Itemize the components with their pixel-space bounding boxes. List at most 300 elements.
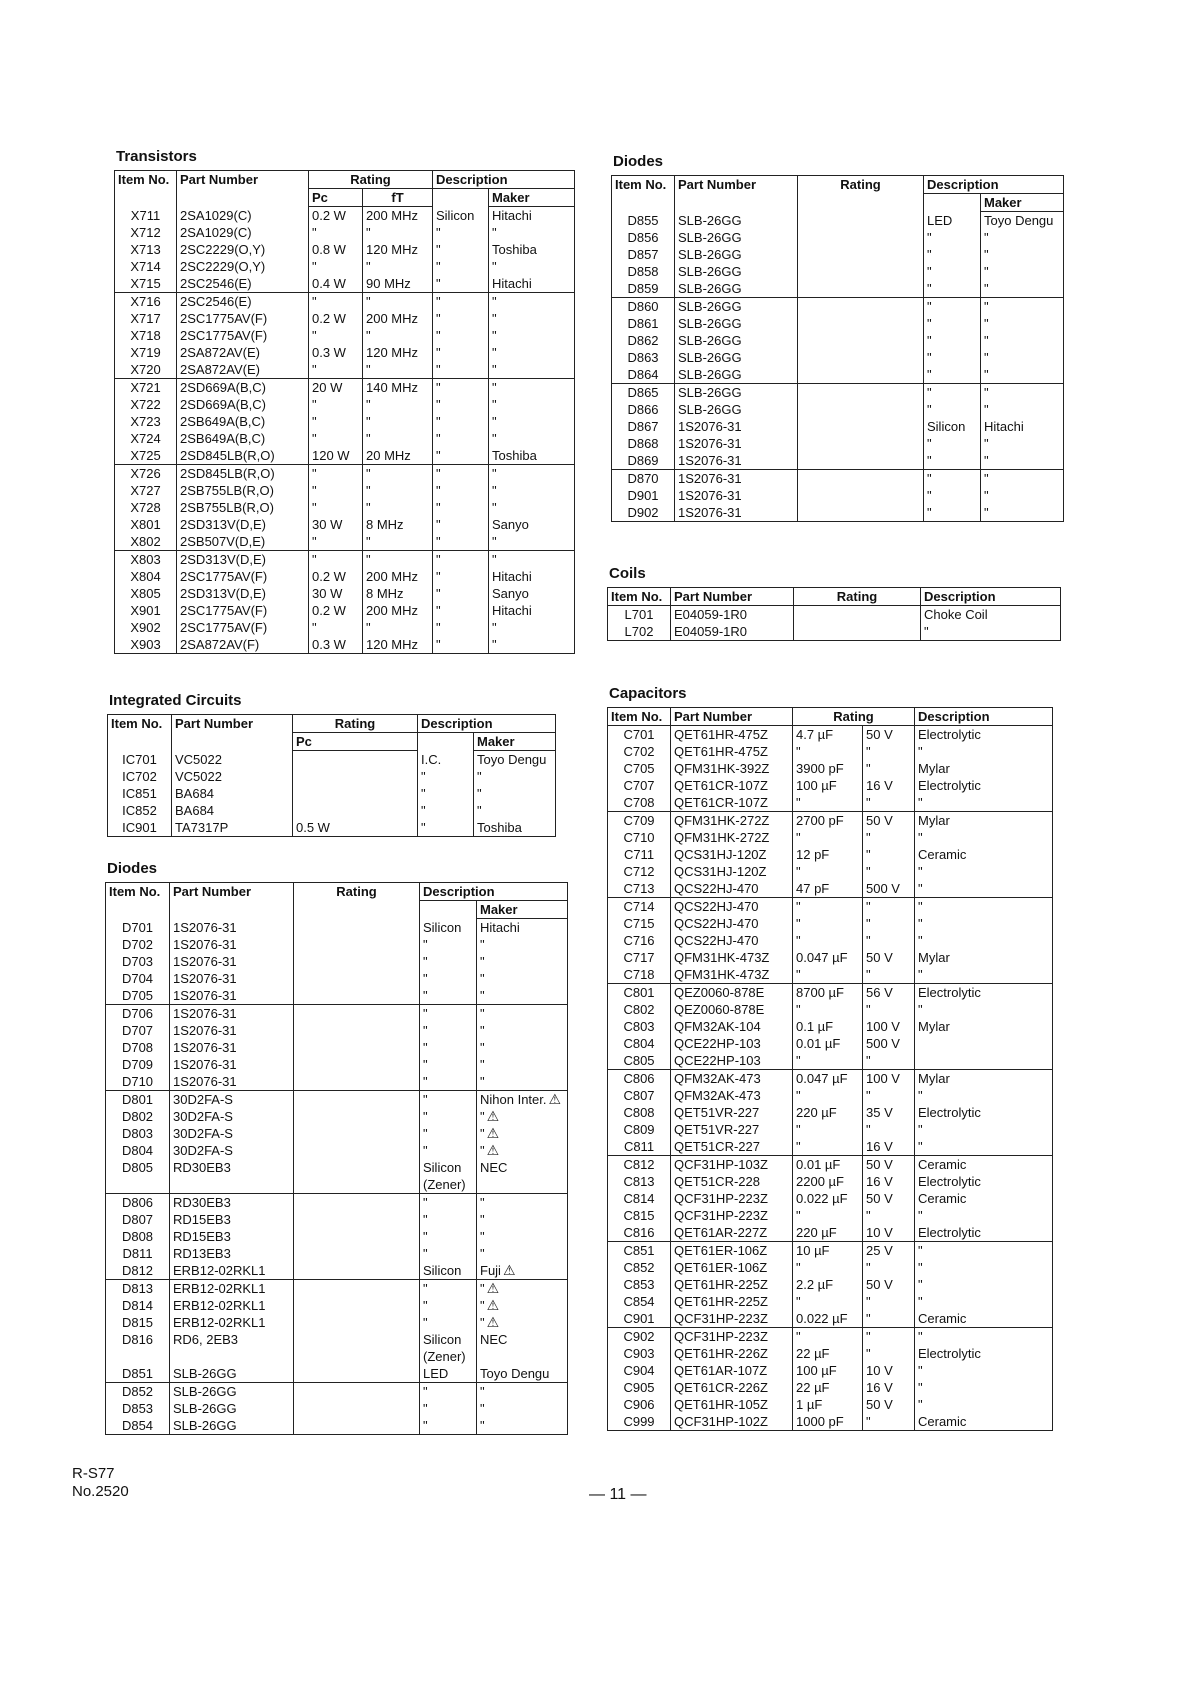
- voltage-cell: ": [866, 1414, 871, 1429]
- item-no-cell: D702: [121, 937, 154, 952]
- description-cell: ": [436, 276, 441, 291]
- part-number-cell: 2SC1775AV(F): [180, 328, 268, 343]
- pc-rating-cell: ": [312, 534, 317, 549]
- table-row: [608, 829, 1053, 846]
- table-row: [612, 246, 1064, 263]
- maker-cell: ": [480, 954, 485, 969]
- voltage-cell: 500 V: [866, 1036, 900, 1051]
- item-no-cell: IC701: [122, 751, 157, 767]
- table-row: [115, 602, 575, 619]
- header-part-number: Part Number: [170, 883, 294, 901]
- part-number-cell: QET61HR-225Z: [674, 1294, 768, 1309]
- table-row: [106, 1245, 568, 1262]
- part-number-cell: 1S2076-31: [678, 453, 742, 468]
- capacitance-cell: 0.1 µF: [796, 1019, 834, 1034]
- safety-warning-icon: ⚠: [548, 1091, 562, 1107]
- part-number-cell: 1S2076-31: [678, 505, 742, 520]
- description-cell: ": [918, 899, 923, 914]
- part-number-cell: SLB-26GG: [678, 402, 742, 417]
- description-cell: ": [927, 281, 932, 296]
- part-number-cell: BA684: [175, 803, 215, 818]
- item-no-cell: C903: [623, 1346, 655, 1361]
- maker-cell: ": [480, 1195, 485, 1210]
- table-row: [608, 1104, 1053, 1121]
- table-row: [106, 1280, 568, 1298]
- description-cell: I.C.: [421, 751, 442, 767]
- part-number-cell: 1S2076-31: [678, 488, 742, 503]
- item-no-cell: X716: [130, 294, 161, 309]
- item-no-cell: X712: [130, 225, 161, 240]
- part-number-cell: QET61HR-105Z: [674, 1397, 768, 1412]
- item-no-cell: D863: [627, 350, 659, 365]
- part-number-cell: QFM31HK-392Z: [674, 761, 770, 776]
- item-no-cell: X728: [130, 500, 161, 515]
- table-row: [608, 726, 1053, 744]
- voltage-cell: 50 V: [866, 1191, 893, 1206]
- part-number-cell: SLB-26GG: [173, 1401, 237, 1416]
- description-cell: ": [421, 803, 426, 818]
- ft-rating-cell: ": [366, 259, 371, 274]
- description-cell: Electrolytic: [918, 1174, 981, 1189]
- voltage-cell: 50 V: [866, 727, 893, 742]
- pc-rating-cell: ": [312, 225, 317, 240]
- description-cell: ": [918, 1243, 923, 1258]
- pc-rating-cell: 30 W: [312, 517, 343, 532]
- diodes-right-section: [611, 153, 1064, 522]
- table-row: [106, 1125, 568, 1142]
- voltage-cell: ": [866, 933, 871, 948]
- table-row: [106, 919, 568, 937]
- header-item-no: Item No.: [612, 176, 675, 194]
- description-cell: ": [423, 1109, 428, 1124]
- maker-cell: ": [480, 1418, 485, 1433]
- description-cell: ": [918, 795, 923, 810]
- description-cell: ": [436, 569, 441, 584]
- part-number-cell: 2SA1029(C): [180, 207, 252, 223]
- description-cell: ": [918, 967, 923, 982]
- table-row: [612, 452, 1064, 470]
- part-number-cell: VC5022: [175, 769, 222, 784]
- maker-cell: ": [492, 259, 497, 274]
- maker-cell: ": [480, 1281, 485, 1296]
- maker-cell: Toshiba: [492, 242, 537, 257]
- maker-cell: NEC: [480, 1160, 508, 1175]
- description-cell: Electrolytic: [918, 778, 981, 793]
- voltage-cell: 500 V: [866, 881, 900, 896]
- table-row: [106, 1228, 568, 1245]
- part-number-cell: QET61CR-107Z: [674, 795, 768, 810]
- item-no-cell: C901: [623, 1311, 655, 1326]
- part-number-cell: QET61ER-106Z: [674, 1260, 768, 1275]
- header-part-number: Part Number: [172, 715, 293, 733]
- table-row: [106, 1108, 568, 1125]
- table-row: [612, 435, 1064, 452]
- table-row: [115, 275, 575, 293]
- table-row: [612, 487, 1064, 504]
- part-number-cell: QET61CR-226Z: [674, 1380, 768, 1395]
- description-cell: Silicon: [423, 1160, 462, 1175]
- pc-rating-cell: 0.8 W: [312, 242, 346, 257]
- maker-cell: ": [492, 397, 497, 412]
- item-no-cell: D815: [121, 1315, 154, 1330]
- maker-cell: ": [984, 264, 989, 279]
- voltage-cell: 25 V: [866, 1243, 893, 1258]
- maker-cell: ": [480, 1040, 485, 1055]
- capacitance-cell: ": [796, 1260, 801, 1275]
- header-rating: Rating: [794, 588, 921, 606]
- table-row: [115, 241, 575, 258]
- part-number-cell: 2SB507V(D,E): [180, 534, 266, 549]
- table-row: [612, 470, 1064, 488]
- maker-cell: ": [492, 345, 497, 360]
- item-no-cell: D866: [627, 402, 659, 417]
- part-number-cell: RD6, 2EB3: [173, 1332, 239, 1347]
- part-number-cell: ERB12-02RKL1: [173, 1298, 266, 1313]
- voltage-cell: ": [866, 1329, 871, 1344]
- description-cell: ": [927, 436, 932, 451]
- item-no-cell: C808: [623, 1105, 655, 1120]
- table-row: [106, 1262, 568, 1280]
- ft-rating-cell: ": [366, 414, 371, 429]
- coils-title: Coils: [609, 565, 646, 582]
- header-item-no: Item No.: [106, 883, 170, 901]
- part-number-cell: SLB-26GG: [678, 212, 742, 228]
- voltage-cell: 16 V: [866, 1174, 893, 1189]
- voltage-cell: ": [866, 1208, 871, 1223]
- table-row: [612, 263, 1064, 280]
- capacitance-cell: ": [796, 1002, 801, 1017]
- capacitance-cell: 22 µF: [796, 1380, 830, 1395]
- part-number-cell: 1S2076-31: [678, 419, 742, 434]
- description-cell: Mylar: [918, 1019, 950, 1034]
- description-cell: ": [423, 1229, 428, 1244]
- description-cell: ": [927, 333, 932, 348]
- header-part-number: Part Number: [675, 176, 798, 194]
- table-row: [608, 932, 1053, 949]
- item-no-cell: C804: [623, 1036, 655, 1051]
- part-number-cell: RD30EB3: [173, 1195, 231, 1210]
- description-cell: ": [918, 1277, 923, 1292]
- description-cell: ": [927, 488, 932, 503]
- item-no-cell: C853: [623, 1277, 655, 1292]
- voltage-cell: ": [866, 830, 871, 845]
- description-cell: ": [436, 620, 441, 635]
- ft-rating-cell: 20 MHz: [366, 448, 411, 463]
- item-no-cell: X715: [130, 276, 161, 291]
- capacitance-cell: ": [796, 1139, 801, 1154]
- part-number-cell: QET61AR-107Z: [674, 1363, 768, 1378]
- header-maker: Maker: [981, 194, 1064, 212]
- voltage-cell: 100 V: [866, 1019, 900, 1034]
- part-number-cell: 1S2076-31: [173, 937, 237, 952]
- table-row: [106, 1142, 568, 1159]
- description-cell: ": [436, 448, 441, 463]
- table-row: [115, 447, 575, 465]
- table-row: [115, 482, 575, 499]
- item-no-cell: X902: [130, 620, 161, 635]
- table-row: [106, 1073, 568, 1091]
- table-row: [115, 551, 575, 569]
- maker-cell: ": [477, 803, 482, 818]
- part-number-cell: SLB-26GG: [678, 247, 742, 262]
- part-number-cell: 1S2076-31: [173, 971, 237, 986]
- maker-cell: ": [480, 971, 485, 986]
- description-cell: ": [436, 466, 441, 481]
- capacitance-cell: ": [796, 1294, 801, 1309]
- capacitance-cell: 0.047 µF: [796, 950, 848, 965]
- ft-rating-cell: ": [366, 225, 371, 240]
- description-cell: Ceramic: [918, 1191, 967, 1206]
- description-cell: ": [423, 988, 428, 1003]
- item-no-cell: D868: [627, 436, 659, 451]
- item-no-cell: D867: [627, 419, 659, 434]
- table-row: [608, 606, 1061, 624]
- part-number-cell: SLB-26GG: [678, 264, 742, 279]
- description-cell: Electrolytic: [918, 1346, 981, 1361]
- capacitors-table: [607, 707, 1053, 1431]
- item-no-cell: D707: [121, 1023, 154, 1038]
- item-no-cell: L701: [624, 607, 654, 622]
- item-no-cell: X805: [130, 586, 161, 601]
- maker-cell: ": [480, 1212, 485, 1227]
- maker-cell: ": [480, 1109, 485, 1124]
- capacitance-cell: 12 pF: [796, 847, 830, 862]
- description-cell: LED: [927, 212, 953, 228]
- table-row: [612, 332, 1064, 349]
- capacitors-section: [607, 685, 1053, 1431]
- item-no-cell: D870: [627, 471, 659, 486]
- ft-rating-cell: ": [366, 397, 371, 412]
- ft-rating-cell: 120 MHz: [366, 637, 419, 652]
- header-description: Description: [420, 883, 568, 901]
- ft-rating-cell: 200 MHz: [366, 208, 419, 223]
- table-row: [612, 229, 1064, 246]
- description-cell: ": [436, 225, 441, 240]
- part-number-cell: QET61HR-475Z: [674, 744, 768, 759]
- diodes-left-table: [105, 882, 568, 1435]
- maker-cell: ": [984, 333, 989, 348]
- description-cell: ": [423, 1126, 428, 1141]
- ft-rating-cell: ": [366, 552, 371, 567]
- table-row: [608, 1018, 1053, 1035]
- part-number-cell: QET51CR-228: [674, 1174, 760, 1189]
- table-row: [106, 1383, 568, 1401]
- document-code: R-S77: [72, 1465, 115, 1482]
- table-row: [612, 384, 1064, 402]
- item-no-cell: D804: [121, 1143, 154, 1158]
- item-no-cell: D853: [121, 1401, 154, 1416]
- description-cell: ": [436, 552, 441, 567]
- maker-cell: ": [492, 534, 497, 549]
- item-no-cell: C709: [623, 813, 655, 828]
- table-row: [106, 1159, 568, 1176]
- item-no-cell: X711: [130, 207, 161, 223]
- part-number-cell: QCS22HJ-470: [674, 881, 759, 896]
- description-cell: ": [423, 971, 428, 986]
- description-cell: ": [918, 830, 923, 845]
- item-no-cell: D859: [627, 281, 659, 296]
- item-no-cell: X713: [130, 242, 161, 257]
- item-no-cell: C705: [623, 761, 655, 776]
- table-row: [608, 1052, 1053, 1070]
- voltage-cell: ": [866, 761, 871, 776]
- part-number-cell: 30D2FA-S: [173, 1109, 233, 1124]
- description-cell: ": [918, 1088, 923, 1103]
- item-no-cell: D858: [627, 264, 659, 279]
- item-no-cell: X726: [130, 466, 161, 481]
- capacitance-cell: 47 pF: [796, 881, 830, 896]
- transistors-title: Transistors: [116, 148, 197, 165]
- part-number-cell: 2SD313V(D,E): [180, 552, 266, 567]
- pc-rating-cell: 120 W: [312, 448, 350, 463]
- description-cell: ": [436, 414, 441, 429]
- part-number-cell: QFM32AK-473: [674, 1088, 761, 1103]
- safety-warning-icon: ⚠: [502, 1262, 516, 1278]
- description-cell: ": [927, 350, 932, 365]
- item-no-cell: D902: [627, 505, 659, 520]
- part-number-cell: 2SB755LB(R,O): [180, 483, 274, 498]
- voltage-cell: ": [866, 967, 871, 982]
- table-row: [612, 401, 1064, 418]
- capacitance-cell: 2.2 µF: [796, 1277, 834, 1292]
- item-no-cell: D869: [627, 453, 659, 468]
- ft-rating-cell: ": [366, 620, 371, 635]
- pc-rating-cell: 0.2 W: [312, 208, 346, 223]
- item-no-cell: C816: [623, 1225, 655, 1240]
- description-cell: (Zener): [423, 1349, 466, 1364]
- table-row: [115, 344, 575, 361]
- item-no-cell: D855: [627, 212, 659, 228]
- maker-cell: ": [492, 294, 497, 309]
- part-number-cell: 1S2076-31: [173, 919, 237, 935]
- table-row: [108, 768, 556, 785]
- part-number-cell: QCF31HP-223Z: [674, 1311, 768, 1326]
- table-row: [608, 863, 1053, 880]
- part-number-cell: 2SC2546(E): [180, 294, 252, 309]
- maker-cell: Hitachi: [480, 920, 520, 935]
- description-cell: ": [927, 402, 932, 417]
- description-cell: Silicon: [423, 919, 462, 935]
- description-cell: ": [927, 299, 932, 314]
- part-number-cell: 1S2076-31: [173, 1006, 237, 1021]
- item-no-cell: D805: [121, 1160, 154, 1175]
- maker-cell: Toyo Dengu: [480, 1366, 550, 1381]
- maker-cell: ": [492, 483, 497, 498]
- capacitance-cell: 220 µF: [796, 1225, 837, 1240]
- description-cell: Electrolytic: [918, 985, 981, 1000]
- table-row: [106, 1039, 568, 1056]
- table-row: [115, 568, 575, 585]
- table-row: [608, 1070, 1053, 1088]
- table-row: [608, 1396, 1053, 1413]
- description-cell: ": [927, 367, 932, 382]
- part-number-cell: 2SC2229(O,Y): [180, 259, 266, 274]
- maker-cell: ": [984, 385, 989, 400]
- item-no-cell: C714: [623, 899, 655, 914]
- maker-cell: ": [480, 1143, 485, 1158]
- description-cell: ": [927, 471, 932, 486]
- item-no-cell: C815: [623, 1208, 655, 1223]
- description-cell: ": [423, 937, 428, 952]
- item-no-cell: C813: [623, 1174, 655, 1189]
- description-cell: ": [436, 380, 441, 395]
- capacitance-cell: 100 µF: [796, 778, 837, 793]
- part-number-cell: 1S2076-31: [173, 1023, 237, 1038]
- ft-rating-cell: 8 MHz: [366, 517, 404, 532]
- description-cell: ": [927, 247, 932, 262]
- header-maker: Maker: [474, 733, 556, 751]
- item-no-cell: D701: [121, 919, 154, 935]
- description-cell: ": [918, 1260, 923, 1275]
- item-no-cell: D802: [121, 1109, 154, 1124]
- part-number-cell: 1S2076-31: [173, 988, 237, 1003]
- item-no-cell: C801: [623, 985, 655, 1000]
- description-cell: Mylar: [918, 813, 950, 828]
- pc-rating-cell: ": [312, 552, 317, 567]
- table-row: [612, 212, 1064, 230]
- voltage-cell: ": [866, 744, 871, 759]
- voltage-cell: 50 V: [866, 1157, 893, 1172]
- header-description: Description: [915, 708, 1053, 726]
- item-no-cell: D816: [121, 1332, 154, 1347]
- maker-cell: ": [492, 362, 497, 377]
- table-row: [608, 1310, 1053, 1328]
- description-cell: ": [436, 483, 441, 498]
- maker-cell: Sanyo: [492, 517, 529, 532]
- table-row: [106, 1297, 568, 1314]
- description-cell: ": [421, 786, 426, 801]
- table-row: [612, 298, 1064, 316]
- capacitance-cell: 0.047 µF: [796, 1071, 848, 1086]
- table-row: [608, 1379, 1053, 1396]
- table-row: [612, 418, 1064, 435]
- part-number-cell: 1S2076-31: [173, 1040, 237, 1055]
- table-row: [106, 1400, 568, 1417]
- item-no-cell: C806: [623, 1071, 655, 1086]
- item-no-cell: D856: [627, 230, 659, 245]
- maker-cell: Hitachi: [492, 276, 532, 291]
- part-number-cell: 1S2076-31: [678, 436, 742, 451]
- item-no-cell: D801: [121, 1092, 154, 1107]
- voltage-cell: ": [866, 916, 871, 931]
- table-row: [106, 1417, 568, 1435]
- table-row: [608, 1001, 1053, 1018]
- description-cell: ": [423, 1023, 428, 1038]
- description-cell: ": [918, 933, 923, 948]
- item-no-cell: D708: [121, 1040, 154, 1055]
- item-no-cell: D812: [121, 1263, 154, 1278]
- safety-warning-icon: ⚠: [486, 1108, 500, 1124]
- capacitance-cell: ": [796, 899, 801, 914]
- table-row: [115, 327, 575, 344]
- description-cell: Ceramic: [918, 1311, 967, 1326]
- part-number-cell: 2SD669A(B,C): [180, 397, 266, 412]
- part-number-cell: QFM31HK-473Z: [674, 967, 770, 982]
- description-cell: Choke Coil: [924, 607, 988, 622]
- table-row: [106, 970, 568, 987]
- item-no-cell: IC702: [122, 769, 157, 784]
- table-row: [608, 949, 1053, 966]
- item-no-cell: C906: [623, 1397, 655, 1412]
- pc-rating-cell: 0.3 W: [312, 345, 346, 360]
- table-row: [608, 743, 1053, 760]
- part-number-cell: RD13EB3: [173, 1246, 231, 1261]
- capacitance-cell: 2200 µF: [796, 1174, 844, 1189]
- description-cell: ": [918, 1380, 923, 1395]
- table-row: [608, 966, 1053, 984]
- part-number-cell: SLB-26GG: [678, 385, 742, 400]
- item-no-cell: C852: [623, 1260, 655, 1275]
